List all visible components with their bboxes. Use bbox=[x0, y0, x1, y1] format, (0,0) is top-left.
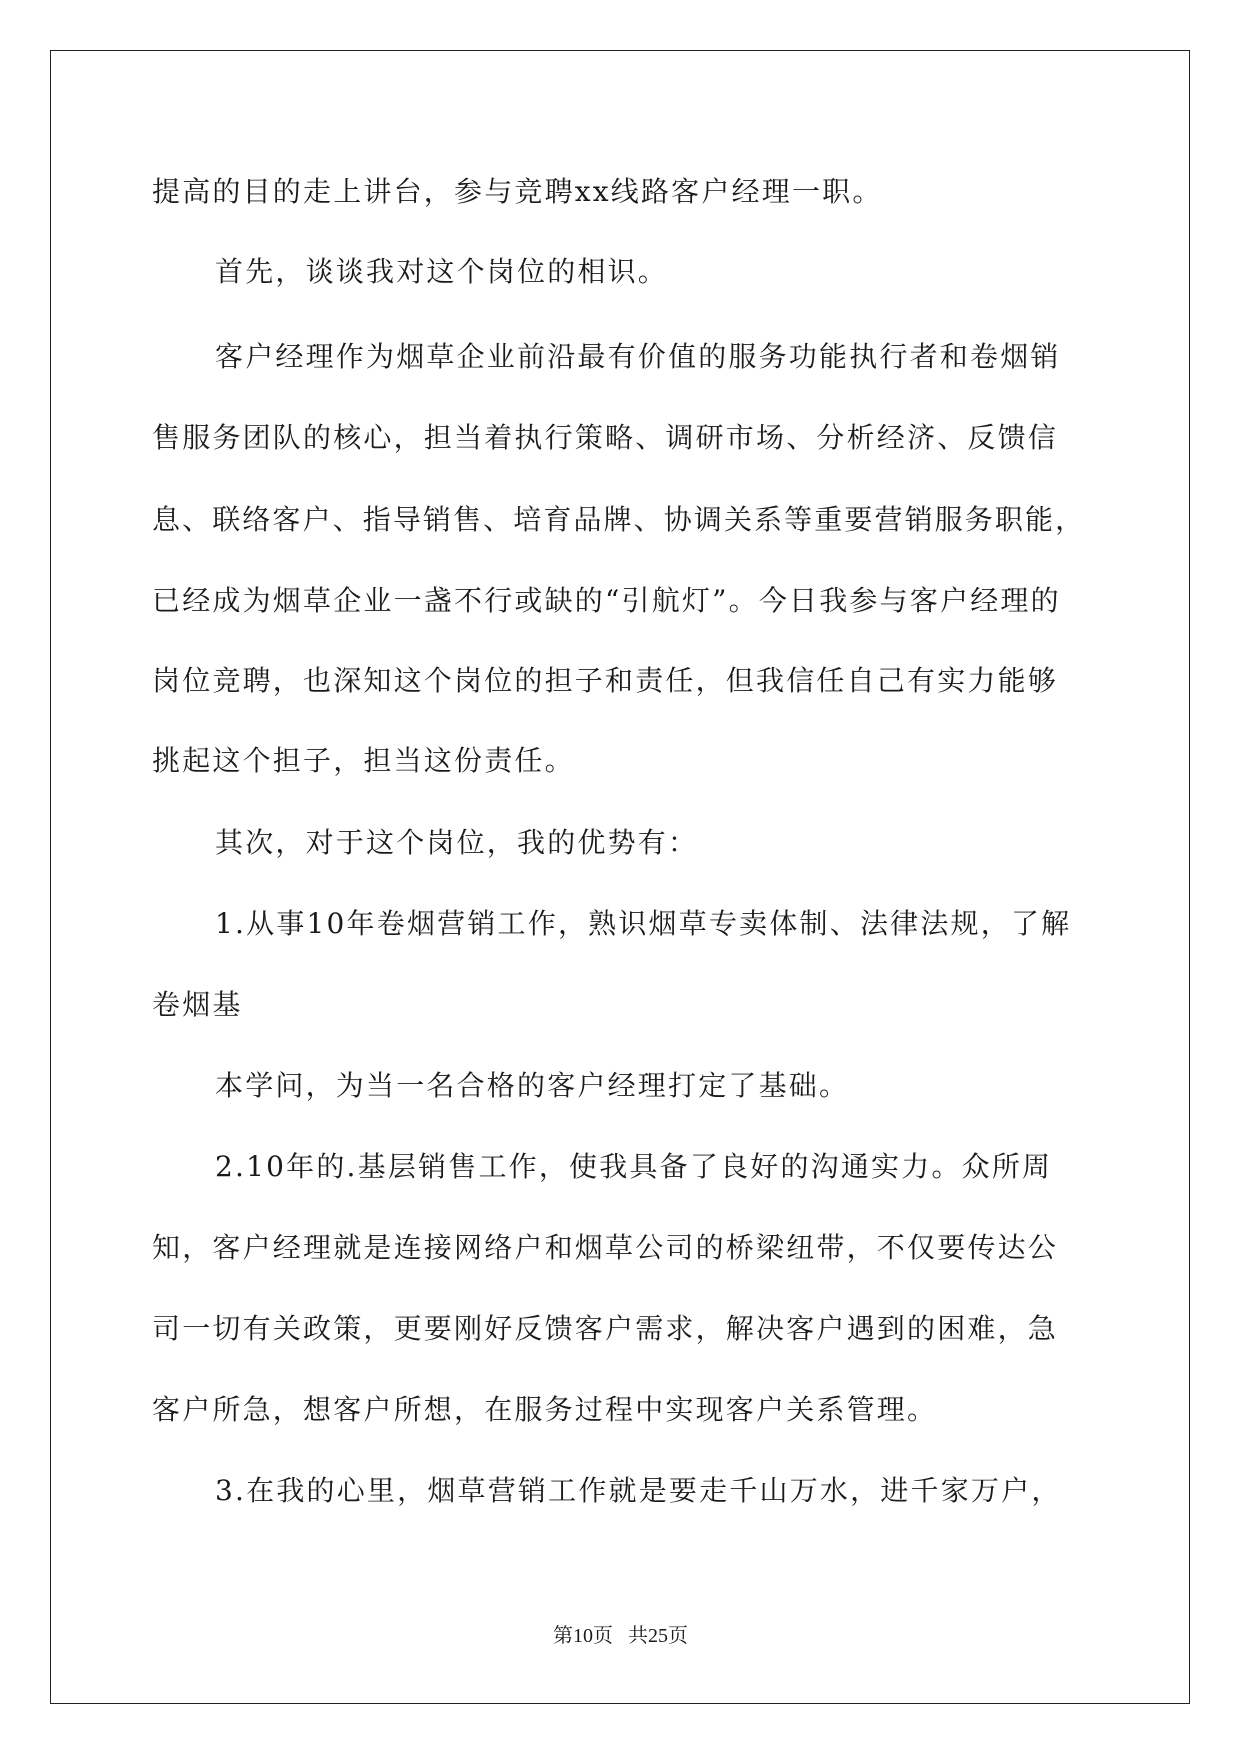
paragraph-line: 1.从事10年卷烟营销工作，熟识烟草专卖体制、法律法规，了解 bbox=[215, 907, 1072, 940]
paragraph-line: 息、联络客户、指导销售、培育品牌、协调关系等重要营销服务职能， bbox=[152, 503, 1086, 536]
paragraph-line: 其次，对于这个岗位，我的优势有： bbox=[215, 826, 699, 859]
paragraph-line: 客户所急，想客户所想，在服务过程中实现客户关系管理。 bbox=[152, 1393, 938, 1426]
page-total: 共25页 bbox=[628, 1625, 688, 1647]
page-footer bbox=[0, 1622, 1241, 1650]
paragraph-line: 提高的目的走上讲台，参与竞聘xx线路客户经理一职。 bbox=[152, 175, 883, 208]
paragraph-line: 售服务团队的核心，担当着执行策略、调研市场、分析经济、反馈信 bbox=[152, 421, 1059, 454]
paragraph-line: 司一切有关政策，更要刚好反馈客户需求，解决客户遇到的困难，急 bbox=[152, 1312, 1059, 1345]
paragraph-line: 卷烟基 bbox=[152, 988, 243, 1021]
paragraph-line: 挑起这个担子，担当这份责任。 bbox=[152, 744, 575, 777]
paragraph-line: 岗位竞聘，也深知这个岗位的担子和责任，但我信任自己有实力能够 bbox=[152, 664, 1059, 697]
paragraph-line: 已经成为烟草企业一盏不行或缺的“引航灯”。今日我参与客户经理的 bbox=[152, 584, 1061, 617]
paragraph-line: 3.在我的心里，烟草营销工作就是要走千山万水，进千家万户， bbox=[215, 1474, 1062, 1507]
paragraph-line: 2.10年的.基层销售工作，使我具备了良好的沟通实力。众所周 bbox=[215, 1150, 1053, 1183]
page-frame bbox=[50, 50, 1190, 1704]
paragraph-line: 本学问，为当一名合格的客户经理打定了基础。 bbox=[215, 1069, 850, 1102]
paragraph-line: 首先，谈谈我对这个岗位的相识。 bbox=[215, 255, 669, 288]
page-number: 第10页 bbox=[553, 1625, 613, 1647]
paragraph-line: 知，客户经理就是连接网络户和烟草公司的桥梁纽带，不仅要传达公 bbox=[152, 1231, 1059, 1264]
paragraph-line: 客户经理作为烟草企业前沿最有价值的服务功能执行者和卷烟销 bbox=[215, 340, 1061, 373]
